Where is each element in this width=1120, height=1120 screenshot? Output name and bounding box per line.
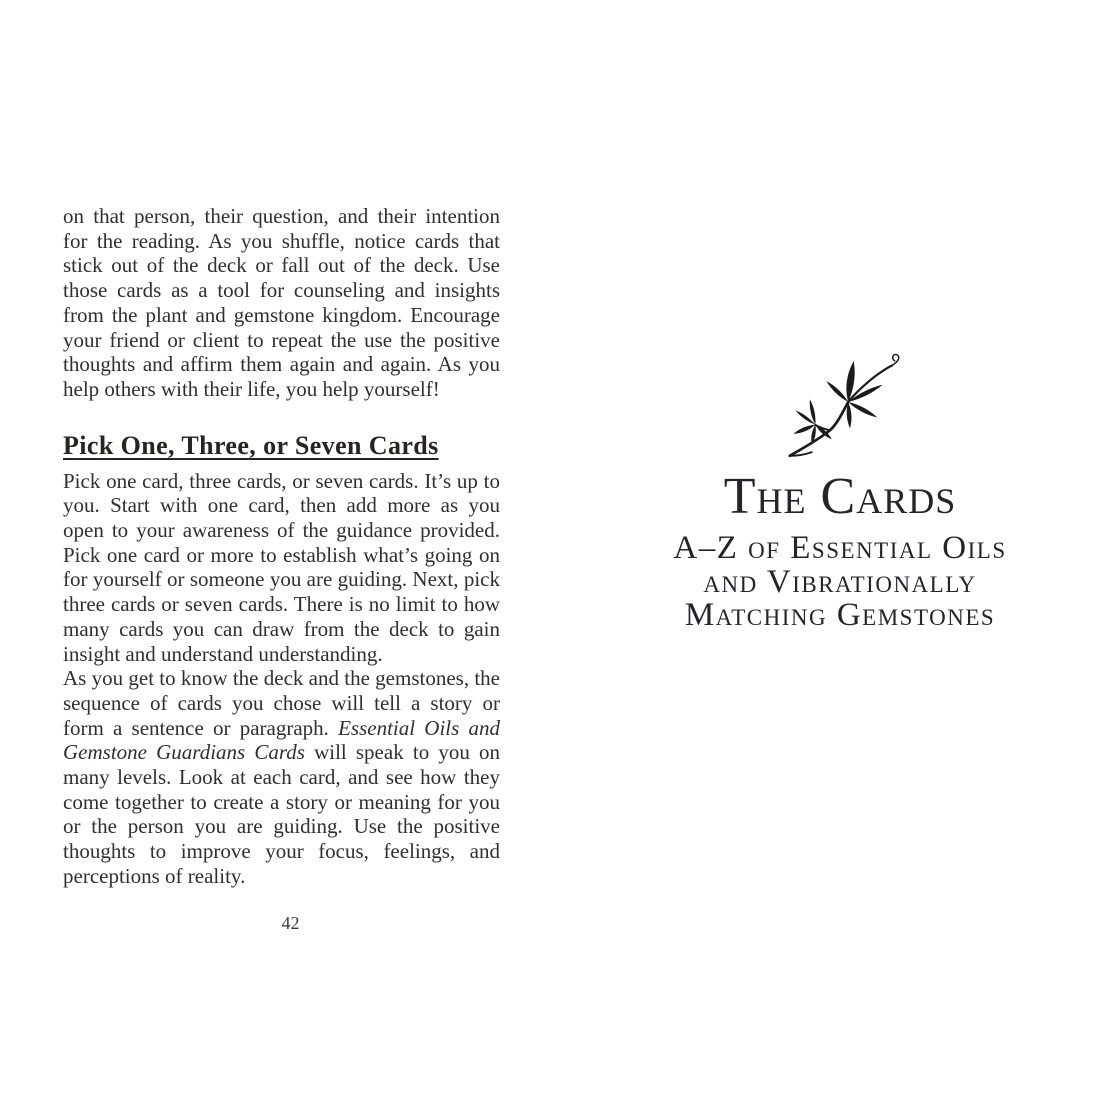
leaf-branch-icon (777, 350, 913, 464)
paragraph-continuation: on that person, their question, and their intention for the reading. As you shuffle, notice cards that stick out of the deck or fall out of the deck. Use those cards as a tool for counseling and insights from the plant and gemstone kingdom. Encourage your friend or client to repeat the use the positive thoughts and affirm them again and again. As you help others with their life, you help yourself! (63, 204, 500, 401)
subtitle-line-3: Matching Gemstones (684, 597, 996, 633)
paragraph-pick-cards: Pick one card, three cards, or seven cards. It’s up to you. Start with one card, then add more as you open to your awareness of the guidance provided. Pick one card or more to establish what’s going on for yourself or someone you are guiding. Next, pick three cards or seven cards. There is no limit to how many cards you can draw from the deck to gain insight and understand understanding. (63, 468, 500, 666)
paragraph-know-deck-after-italic: will speak to you on many levels. Look at each card, and see how they come together to create a story or meaning for you or the person you are guiding. Use the positive thoughts to improve your focus, feelings, and perceptions of reality. (63, 740, 500, 888)
subtitle-line-1: A–Z of Essential Oils (673, 530, 1007, 566)
right-page-section-title (659, 350, 1021, 633)
paragraph-know-deck (63, 666, 500, 888)
subtitle-line-2: and Vibrationally (703, 563, 977, 600)
leaf-stems (790, 354, 899, 455)
page-number: 42 (281, 912, 300, 933)
paragraph-know-deck-before-italic: As you get to know the deck and the gemstones, the sequence of cards you chose will tell a story or form a sentence or paragraph. (63, 666, 500, 740)
section-heading: Pick One, Three, or Seven Cards (63, 430, 439, 460)
left-page (63, 204, 500, 934)
deck-title-italic: Essential Oils and Gemstone Guardians Cards (63, 715, 501, 765)
small-leaf (793, 399, 831, 445)
section-title: The Cards (723, 468, 957, 525)
section-subtitle (659, 532, 1021, 633)
